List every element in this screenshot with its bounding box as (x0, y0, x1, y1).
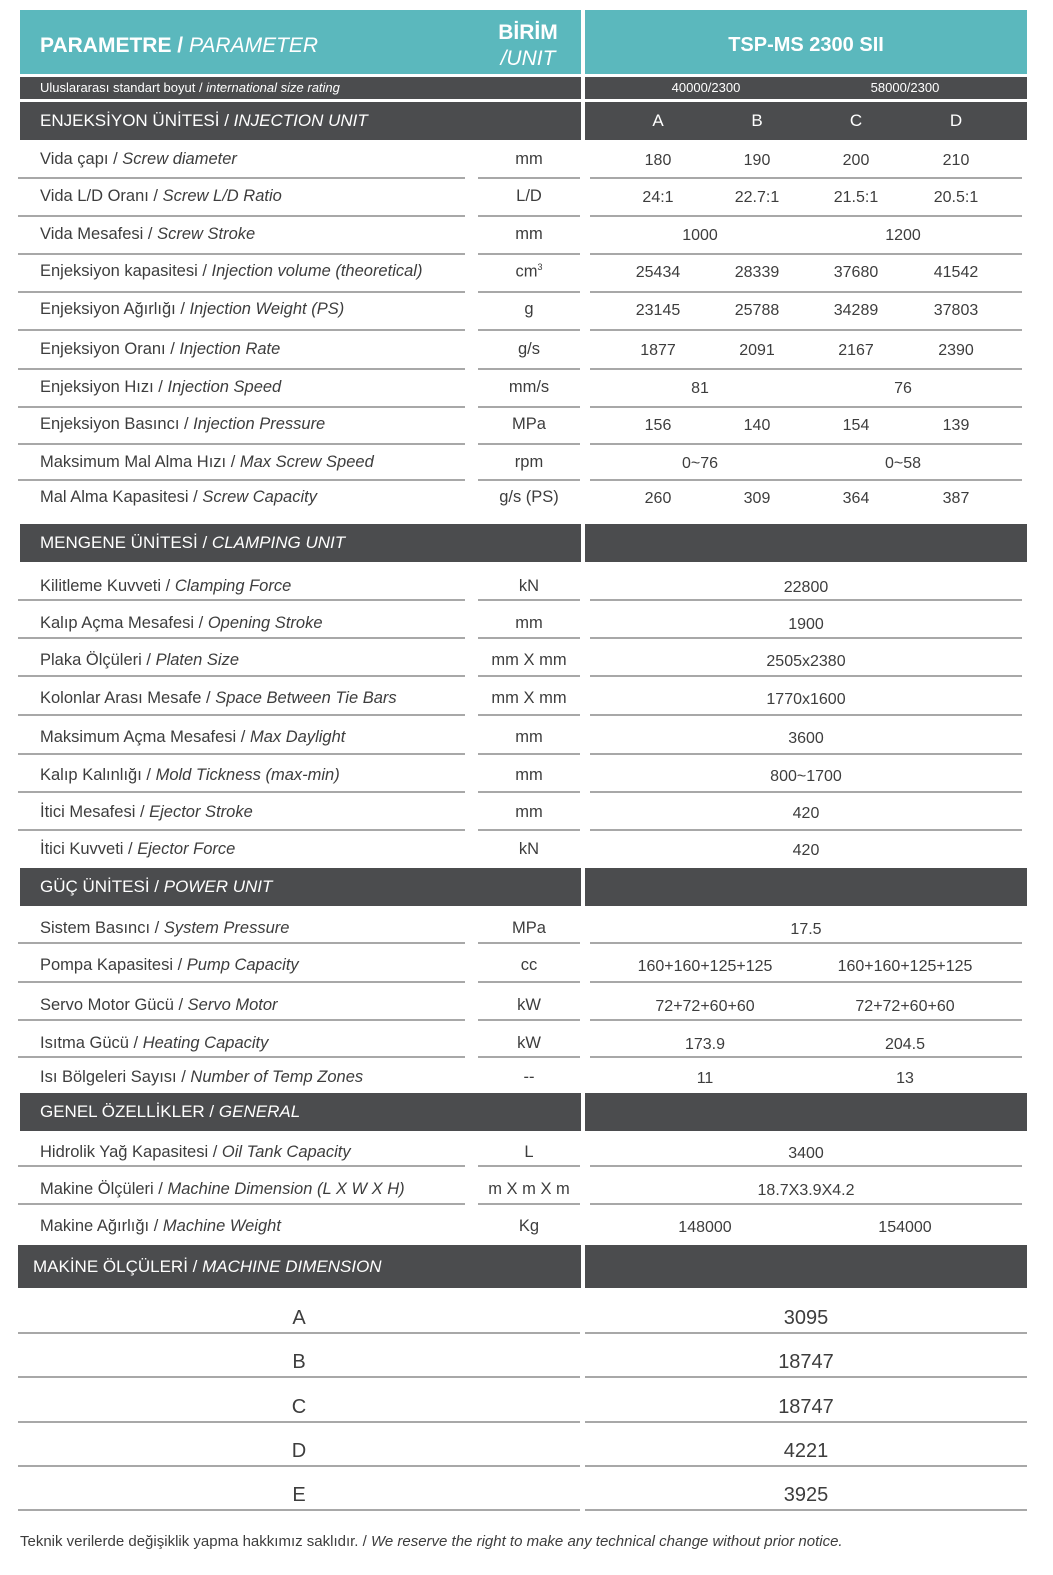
parameter-tr: Maksimum Açma Mesafesi / (40, 728, 246, 746)
parameter-tr: Enjeksiyon Ağırlığı / (40, 300, 185, 318)
unit-label-tr: BİRİM (498, 21, 558, 44)
value-cell: 173.9 (684, 1036, 726, 1053)
unit-cell (478, 689, 580, 708)
unit-value: L/D (516, 187, 542, 205)
value-cell: 1770x1600 (766, 691, 846, 708)
parameter-tr: Kilitleme Kuvveti / (40, 577, 171, 595)
unit-cell (478, 1217, 580, 1236)
parameter-name (40, 1180, 405, 1199)
parameter-tr: Makine Ağırlığı / (40, 1217, 159, 1235)
row-divider (590, 981, 1022, 983)
unit-value: rpm (514, 453, 544, 471)
row-divider (18, 942, 465, 944)
unit-cell (478, 488, 580, 507)
row-divider (585, 1509, 1027, 1511)
value-cell: 1200 (885, 227, 921, 244)
parameter-tr: Isı Bölgeleri Sayısı / (40, 1068, 186, 1086)
row-divider (18, 1019, 465, 1021)
parameter-tr: Kolonlar Arası Mesafe / (40, 689, 211, 707)
parameter-name (40, 689, 397, 708)
parameter-en: Injection Rate (179, 340, 281, 358)
parameter-tr: Makine Ölçüleri / (40, 1180, 163, 1198)
section-title-en: POWER UNIT (163, 877, 273, 896)
parameter-en: Injection Pressure (193, 415, 326, 433)
section-title-tr: GÜÇ ÜNİTESİ / (40, 877, 160, 896)
dimension-value: 4221 (783, 1440, 829, 1462)
table-row (0, 252, 1053, 290)
unit-cell (478, 415, 580, 434)
dimension-value: 3925 (783, 1484, 829, 1506)
row-divider (478, 675, 580, 677)
parameter-en: Screw L/D Ratio (162, 187, 282, 205)
unit-value: mm (515, 150, 543, 168)
parameter-name (40, 415, 325, 434)
unit-value: mm (515, 766, 543, 784)
parameter-en: Machine Dimension (L X W X H) (167, 1180, 405, 1198)
parameter-en: Screw diameter (122, 150, 237, 168)
parameter-en: Servo Motor (187, 996, 278, 1014)
size-rating-tr: Uluslararası standart boyut / (40, 80, 203, 95)
value-cell: 154000 (878, 1219, 932, 1236)
row-divider (18, 1165, 465, 1167)
parameter-name (40, 187, 282, 206)
value-cell: 3400 (788, 1145, 824, 1162)
value-cell: 34289 (833, 302, 879, 319)
parameter-name (40, 651, 239, 670)
unit-cell (478, 728, 580, 747)
parameter-name (40, 453, 374, 472)
row-divider (590, 1019, 1022, 1021)
section-header-clamping (20, 524, 581, 562)
dimension-key: D (291, 1440, 307, 1462)
value-cell: 260 (644, 490, 672, 507)
row-divider (18, 1332, 580, 1334)
row-divider (18, 753, 465, 755)
section-title-en: MACHINE DIMENSION (202, 1257, 382, 1276)
parameter-en: Space Between Tie Bars (215, 689, 397, 707)
value-cell: 23145 (635, 302, 681, 319)
parameter-name (40, 262, 422, 281)
value-cell: 210 (942, 152, 970, 169)
unit-value: MPa (512, 415, 546, 433)
parameter-en: Oil Tank Capacity (221, 1143, 351, 1161)
table-row (0, 1207, 1053, 1245)
dimension-value: 3095 (783, 1307, 829, 1329)
row-divider (18, 1465, 580, 1467)
parameter-name (40, 996, 278, 1015)
section-header-general-right (585, 1093, 1027, 1131)
value-cell: 204.5 (884, 1036, 926, 1053)
row-divider (590, 1203, 1022, 1205)
injection-columns (585, 102, 1027, 140)
table-row (0, 330, 1053, 368)
footer-tr: Teknik verilerde değişiklik yapma hakkımız saklıdır. / (20, 1533, 367, 1550)
unit-cell (478, 187, 580, 206)
value-cell: 2505x2380 (766, 653, 846, 670)
column-d: D (949, 111, 963, 130)
value-cell: 154 (842, 417, 870, 434)
parameter-en: Screw Stroke (157, 225, 256, 243)
column-a: A (652, 111, 664, 130)
parameter-name (40, 840, 235, 859)
unit-value: cm (515, 262, 538, 281)
parameter-en: Number of Temp Zones (190, 1068, 364, 1086)
table-row (0, 215, 1053, 253)
parameter-name (40, 1143, 351, 1162)
unit-cell (478, 803, 580, 822)
dimension-value: 18747 (778, 1396, 834, 1418)
column-c: C (849, 111, 863, 130)
value-cell: 2390 (938, 342, 974, 359)
table-row (0, 140, 1053, 178)
parameter-en: Max Screw Speed (239, 453, 374, 471)
row-divider (478, 942, 580, 944)
table-row (0, 718, 1053, 756)
parameter-name (40, 614, 323, 633)
unit-value: mm (515, 225, 543, 243)
row-divider (590, 753, 1022, 755)
value-cell: 364 (842, 490, 870, 507)
value-cell: 72+72+60+60 (855, 998, 955, 1015)
unit-cell (478, 1034, 580, 1053)
parameter-en: System Pressure (163, 919, 290, 937)
value-cell: 25788 (734, 302, 780, 319)
value-cell: 25434 (635, 264, 681, 281)
value-cell: 20.5:1 (933, 189, 979, 206)
dimension-key: C (291, 1396, 307, 1418)
parameter-tr: Vida Mesafesi / (40, 225, 153, 243)
parameter-en: Platen Size (155, 651, 240, 669)
column-b: B (751, 111, 763, 130)
value-cell: 0~58 (884, 455, 922, 472)
section-title-en: GENERAL (218, 1102, 301, 1121)
unit-value: cc (520, 956, 538, 974)
parameter-header (20, 10, 581, 74)
row-divider (590, 714, 1022, 716)
table-row (0, 368, 1053, 406)
unit-cell (478, 840, 580, 859)
parameter-name (40, 956, 299, 975)
parameter-en: Max Daylight (249, 728, 346, 746)
row-divider (585, 1376, 1027, 1378)
unit-cell (478, 577, 580, 596)
unit-cell (478, 300, 580, 319)
unit-cell (478, 262, 580, 282)
parameter-tr: Servo Motor Gücü / (40, 996, 184, 1014)
dimension-key: E (292, 1484, 306, 1506)
parameter-en: Screw Capacity (202, 488, 317, 506)
dimension-key: A (292, 1307, 306, 1329)
row-divider (18, 981, 465, 983)
parameter-tr: Enjeksiyon Hızı / (40, 378, 163, 396)
value-cell: 2167 (838, 342, 874, 359)
table-row (0, 679, 1053, 717)
parameter-name (40, 1068, 363, 1087)
section-title-tr: ENJEKSİYON ÜNİTESİ / (40, 111, 229, 130)
unit-value: mm X mm (491, 651, 567, 669)
unit-value: kN (518, 840, 540, 858)
model-header (585, 10, 1027, 74)
section-header-dimension (18, 1245, 581, 1288)
parameter-en: Pump Capacity (186, 956, 299, 974)
parameter-en: Injection Speed (167, 378, 282, 396)
unit-superscript: 3 (537, 262, 543, 272)
row-divider (18, 714, 465, 716)
parameter-en: Ejector Force (137, 840, 236, 858)
value-cell: 140 (743, 417, 771, 434)
parameter-tr: İtici Kuvveti / (40, 840, 133, 858)
unit-cell (478, 453, 580, 472)
unit-value: mm (515, 614, 543, 632)
value-cell: 190 (743, 152, 771, 169)
parameter-tr: Plaka Ölçüleri / (40, 651, 151, 669)
unit-header (488, 20, 568, 72)
parameter-tr: Vida L/D Oranı / (40, 187, 159, 205)
unit-cell (478, 1068, 580, 1087)
row-divider (18, 1376, 580, 1378)
parameter-en: Opening Stroke (207, 614, 323, 632)
value-cell: 41542 (933, 264, 979, 281)
value-cell: 37803 (933, 302, 979, 319)
parameter-tr: Sistem Basıncı / (40, 919, 160, 937)
unit-label-en: /UNIT (500, 47, 556, 70)
value-cell: 420 (792, 842, 820, 859)
section-title-tr: MAKİNE ÖLÇÜLERİ / (33, 1257, 198, 1276)
value-cell: 24:1 (642, 189, 674, 206)
unit-value: kW (517, 1034, 541, 1052)
unit-cell (478, 651, 580, 670)
value-cell: 309 (743, 490, 771, 507)
value-cell: 160+160+125+125 (637, 958, 773, 975)
value-cell: 148000 (678, 1219, 732, 1236)
unit-cell (478, 956, 580, 975)
parameter-name (40, 150, 237, 169)
parameter-tr: Pompa Kapasitesi / (40, 956, 183, 974)
unit-cell (478, 150, 580, 169)
parameter-tr: İtici Mesafesi / (40, 803, 145, 821)
unit-value: kW (517, 996, 541, 1014)
table-row (0, 478, 1053, 516)
section-header-power (20, 868, 581, 906)
value-cell: 11 (696, 1070, 714, 1087)
unit-cell (478, 919, 580, 938)
parameter-tr: Kalıp Açma Mesafesi / (40, 614, 204, 632)
value-cell: 22800 (783, 579, 829, 596)
row-divider (590, 637, 1022, 639)
parameter-en: Injection volume (theoretical) (211, 262, 423, 280)
value-cell: 21.5:1 (833, 189, 879, 206)
parameter-label-en: PARAMETER (188, 34, 319, 57)
unit-cell (478, 225, 580, 244)
row-divider (478, 599, 580, 601)
section-header-dimension-right (585, 1245, 1027, 1288)
parameter-tr: Kalıp Kalınlığı / (40, 766, 151, 784)
row-divider (590, 599, 1022, 601)
parameter-tr: Enjeksiyon kapasitesi / (40, 262, 207, 280)
parameter-name (40, 577, 291, 596)
section-title-tr: MENGENE ÜNİTESİ / (40, 533, 208, 552)
parameter-tr: Maksimum Mal Alma Hızı / (40, 453, 236, 471)
unit-value: Kg (518, 1217, 540, 1235)
row-divider (18, 1509, 580, 1511)
value-cell: 1000 (682, 227, 718, 244)
size-rating-value-2: 58000/2300 (870, 80, 940, 95)
value-cell: 156 (644, 417, 672, 434)
parameter-en: Heating Capacity (142, 1034, 269, 1052)
size-rating-label (20, 77, 581, 99)
unit-value: -- (523, 1068, 535, 1086)
unit-value: g/s (517, 340, 540, 358)
section-header-general (20, 1093, 581, 1131)
row-divider (478, 637, 580, 639)
unit-value: mm X mm (491, 689, 567, 707)
parameter-en: Mold Tickness (max-min) (155, 766, 340, 784)
parameter-header-title (40, 34, 318, 58)
parameter-tr: Vida çapı / (40, 150, 118, 168)
row-divider (478, 1165, 580, 1167)
row-divider (585, 1421, 1027, 1423)
parameter-name (40, 488, 317, 507)
value-cell: 1900 (788, 616, 824, 633)
value-cell: 800~1700 (770, 768, 842, 785)
row-divider (478, 981, 580, 983)
parameter-name (40, 803, 253, 822)
model-name: TSP-MS 2300 SII (728, 34, 884, 56)
row-divider (585, 1465, 1027, 1467)
size-rating-en: international size rating (206, 80, 340, 95)
row-divider (18, 1203, 465, 1205)
row-divider (590, 675, 1022, 677)
parameter-tr: Enjeksiyon Oranı / (40, 340, 175, 358)
parameter-tr: Hidrolik Yağ Kapasitesi / (40, 1143, 218, 1161)
value-cell: 180 (644, 152, 672, 169)
value-cell: 160+160+125+125 (837, 958, 973, 975)
table-row (0, 830, 1053, 868)
value-cell: 0~76 (681, 455, 719, 472)
value-cell: 37680 (833, 264, 879, 281)
row-divider (585, 1332, 1027, 1334)
parameter-name (40, 728, 345, 747)
table-row (0, 793, 1053, 831)
section-title-tr: GENEL ÖZELLİKLER / (40, 1102, 215, 1121)
section-header-injection (20, 102, 581, 140)
unit-cell (478, 378, 580, 397)
parameter-name (40, 225, 255, 244)
unit-cell (478, 614, 580, 633)
parameter-en: Clamping Force (174, 577, 292, 595)
footer-disclaimer (20, 1533, 843, 1550)
row-divider (18, 637, 465, 639)
unit-cell (478, 1143, 580, 1162)
parameter-name (40, 766, 340, 785)
parameter-name (40, 919, 289, 938)
parameter-label-tr: PARAMETRE / (40, 34, 184, 57)
row-divider (478, 714, 580, 716)
unit-value: g/s (PS) (499, 488, 559, 506)
table-row (0, 290, 1053, 328)
section-header-power-right (585, 868, 1027, 906)
section-title-en: CLAMPING UNIT (211, 533, 346, 552)
unit-value: MPa (512, 919, 546, 937)
size-rating-value-1: 40000/2300 (671, 80, 741, 95)
table-row (0, 756, 1053, 794)
parameter-en: Ejector Stroke (149, 803, 253, 821)
parameter-name (40, 1217, 281, 1236)
table-row (0, 177, 1053, 215)
value-cell: 72+72+60+60 (655, 998, 755, 1015)
table-row (0, 1058, 1053, 1096)
value-cell: 22.7:1 (734, 189, 780, 206)
unit-cell (478, 996, 580, 1015)
unit-value: L (524, 1143, 534, 1161)
table-row (0, 641, 1053, 679)
row-divider (478, 1203, 580, 1205)
parameter-en: Injection Weight (PS) (189, 300, 345, 318)
value-cell: 139 (942, 417, 970, 434)
parameter-tr: Enjeksiyon Basıncı / (40, 415, 189, 433)
value-cell: 17.5 (790, 921, 822, 938)
value-cell: 18.7X3.9X4.2 (757, 1182, 855, 1199)
row-divider (478, 1019, 580, 1021)
unit-value: mm (515, 803, 543, 821)
unit-value: mm (515, 728, 543, 746)
value-cell: 1877 (640, 342, 676, 359)
value-cell: 28339 (734, 264, 780, 281)
dimension-key: B (292, 1351, 306, 1373)
parameter-name (40, 1034, 268, 1053)
unit-value: kN (518, 577, 540, 595)
value-cell: 81 (691, 380, 709, 397)
parameter-en: Machine Weight (162, 1217, 281, 1235)
row-divider (18, 599, 465, 601)
value-cell: 387 (942, 490, 970, 507)
unit-value: m X m X m (488, 1180, 570, 1198)
parameter-name (40, 340, 280, 359)
row-divider (590, 942, 1022, 944)
value-cell: 420 (792, 805, 820, 822)
value-cell: 2091 (739, 342, 775, 359)
section-header-clamping-right (585, 524, 1027, 562)
value-cell: 3600 (788, 730, 824, 747)
unit-value: mm/s (508, 378, 550, 396)
unit-cell (478, 766, 580, 785)
row-divider (478, 753, 580, 755)
value-cell: 200 (842, 152, 870, 169)
footer-en: We reserve the right to make any technical change without prior notice. (370, 1533, 843, 1550)
parameter-name (40, 378, 281, 397)
table-row (0, 405, 1053, 443)
parameter-name (40, 300, 344, 319)
parameter-tr: Isıtma Gücü / (40, 1034, 139, 1052)
dimension-value: 18747 (778, 1351, 834, 1373)
table-row (0, 946, 1053, 984)
row-divider (590, 1165, 1022, 1167)
value-cell: 76 (894, 380, 912, 397)
unit-value: g (524, 300, 534, 318)
row-divider (18, 675, 465, 677)
table-row (0, 443, 1053, 481)
value-cell: 13 (896, 1070, 914, 1087)
parameter-tr: Mal Alma Kapasitesi / (40, 488, 198, 506)
unit-cell (478, 1180, 580, 1199)
section-title-en: INJECTION UNIT (233, 111, 368, 130)
unit-cell (478, 340, 580, 359)
size-rating-values (585, 77, 1027, 99)
row-divider (18, 1421, 580, 1423)
